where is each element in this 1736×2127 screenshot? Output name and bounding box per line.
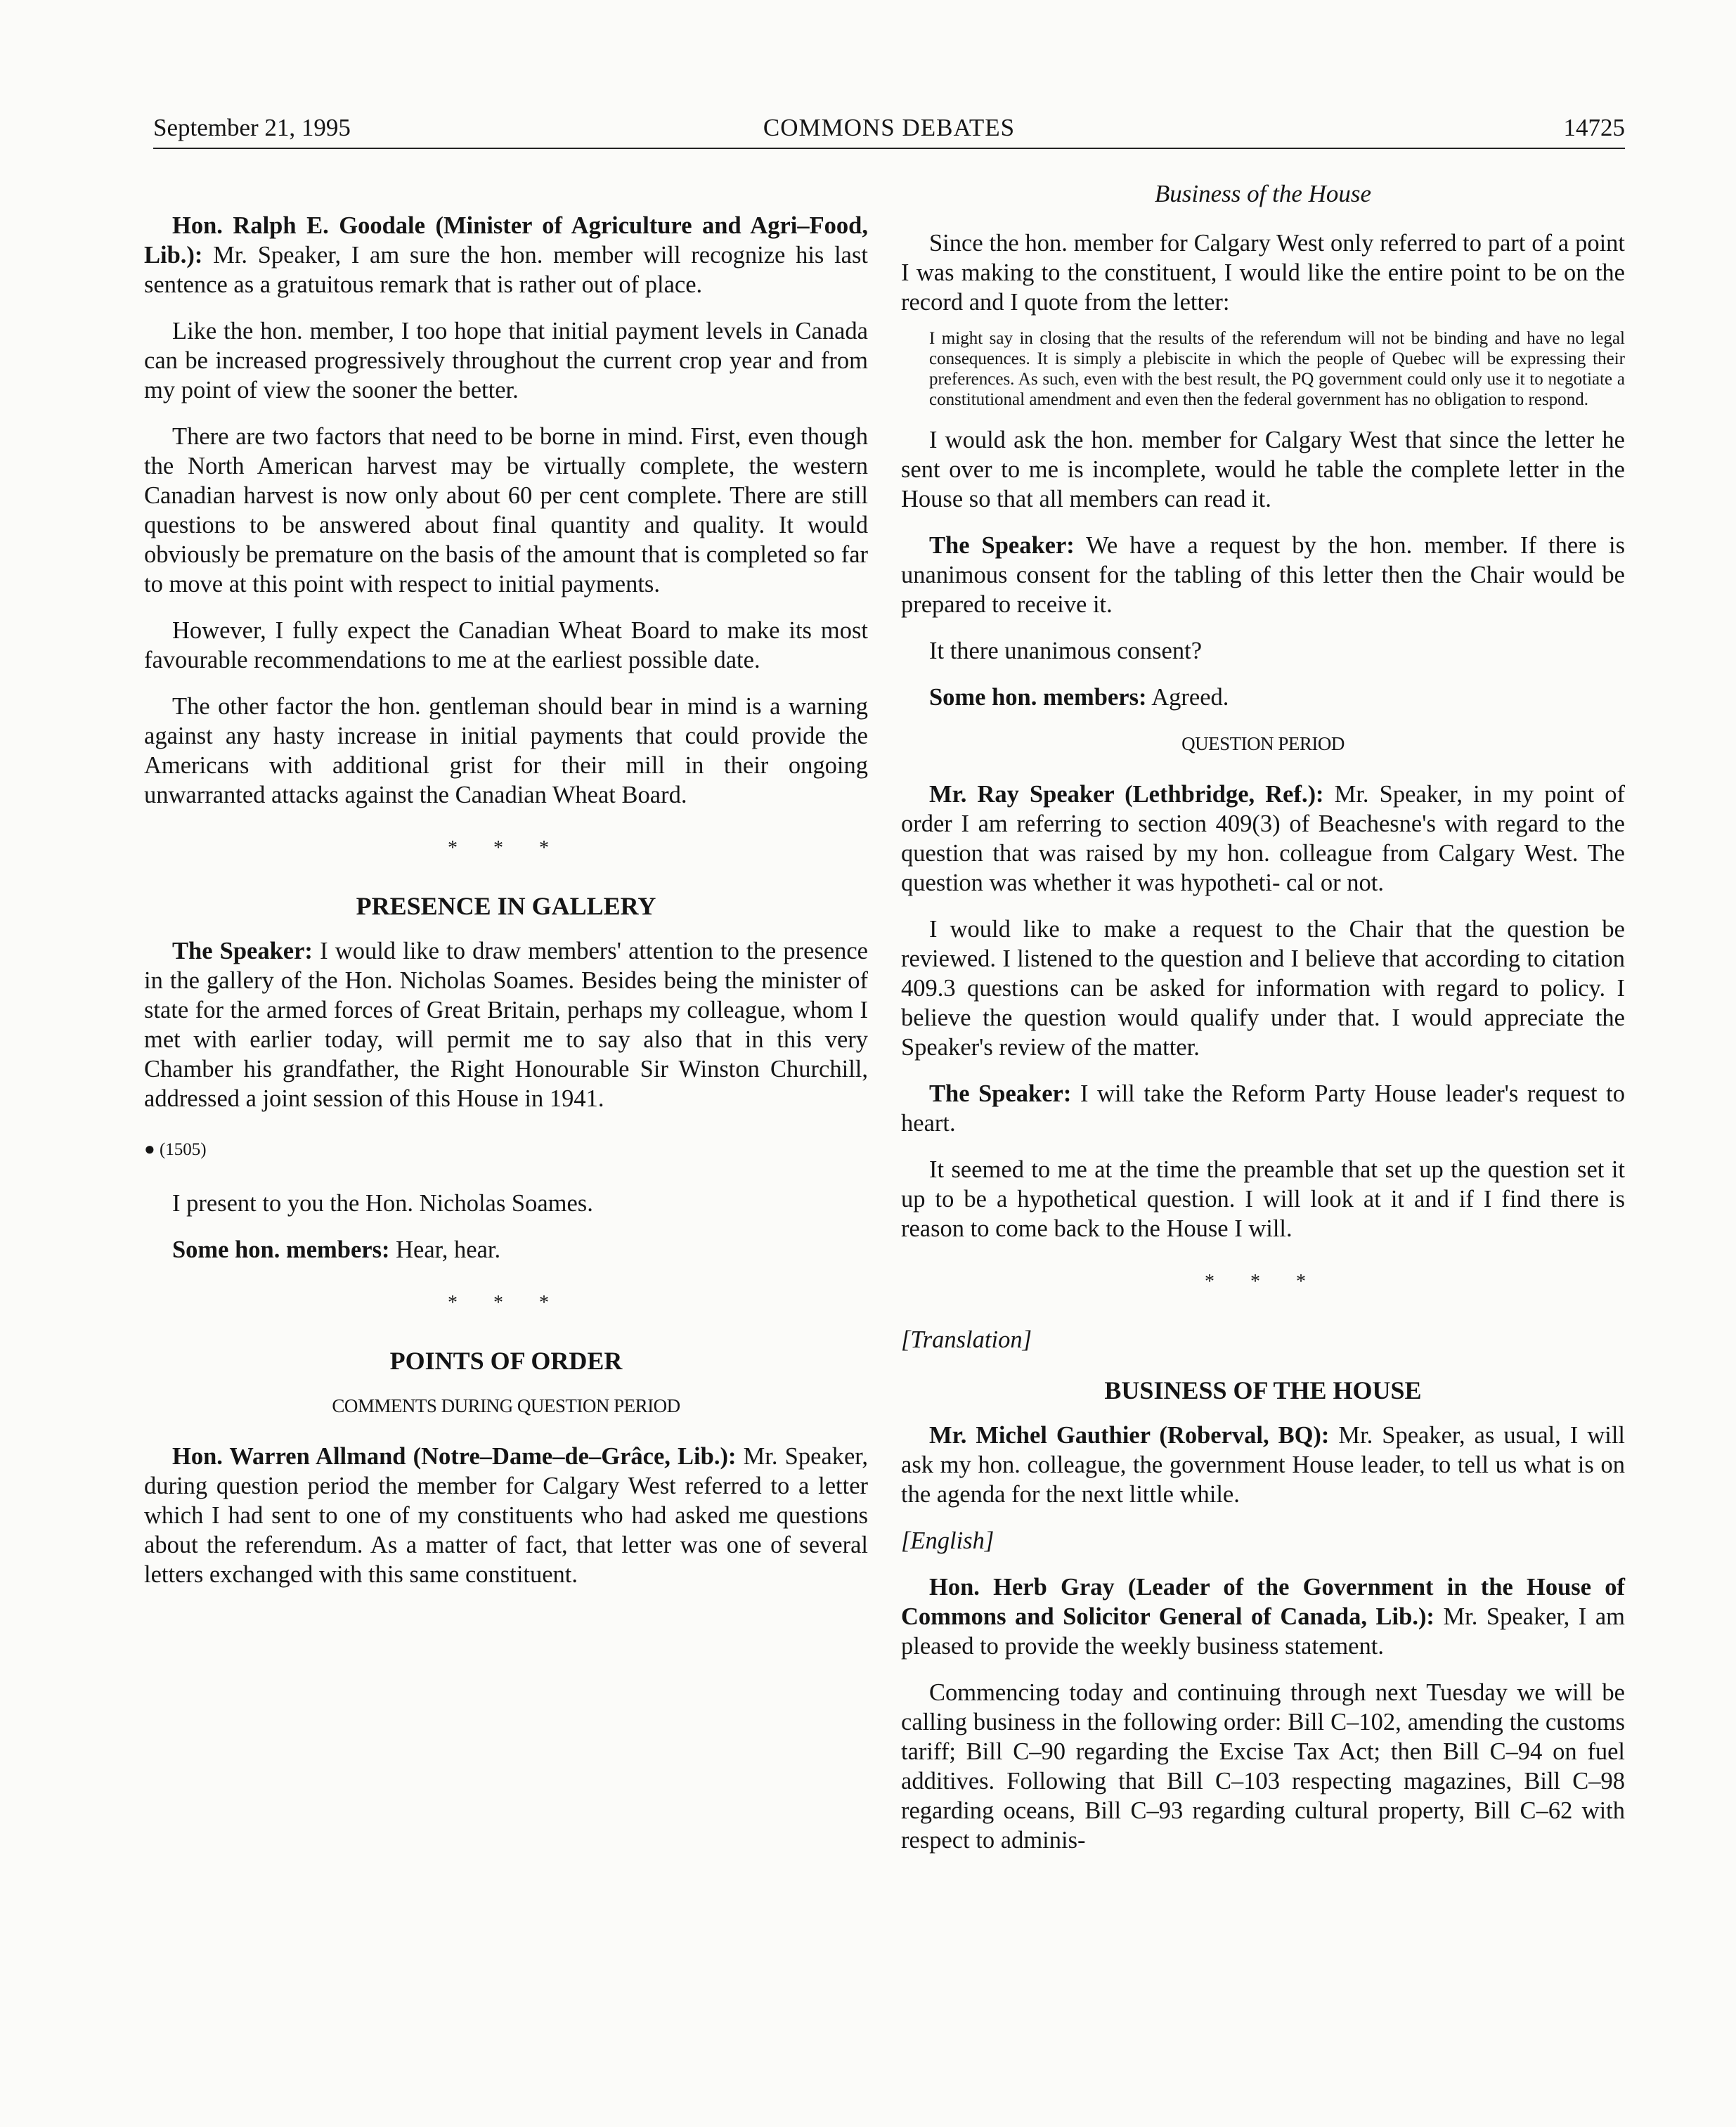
speaker-name: The Speaker:	[172, 938, 313, 964]
paragraph	[901, 531, 1625, 619]
section-heading: POINTS OF ORDER	[389, 1347, 623, 1375]
paragraph: Since the hon. member for Calgary West only referred to part of a point I was making to the constituent, I would like the entire point to be on the record and I quote from the letter:	[901, 230, 1625, 316]
page-header	[153, 105, 1625, 149]
speech-text: Mr. Speaker, in my point of order I am referring to section 409(3) of Beachesne's with regard to the question that was raised by my hon. colleague from Calgary West. The question was whether it was hypotheti- cal or not.	[901, 781, 1625, 896]
paragraph	[901, 1421, 1625, 1509]
subsection-heading: QUESTION PERIOD	[1181, 733, 1345, 754]
paragraph: However, I fully expect the Canadian Wheat Board to make its most favourable recommendations to me at the earliest possible date.	[144, 617, 868, 673]
language-tag: [Translation]	[901, 1326, 1032, 1353]
paragraph	[901, 1572, 1625, 1661]
section-separator: * * *	[448, 1292, 564, 1314]
header-date: September 21, 1995	[153, 114, 351, 141]
header-title: COMMONS DEBATES	[763, 114, 1016, 141]
speech-text: I will take the Reform Party House leader's request to heart.	[901, 1080, 1626, 1137]
speaker-name: Some hon. members:	[929, 684, 1147, 711]
speaker-name: Hon. Warren Allmand (Notre–Dame–de–Grâce, Lib.):	[172, 1443, 737, 1470]
language-tag: [English]	[901, 1527, 995, 1554]
left-column	[144, 165, 868, 1606]
paragraph	[901, 780, 1625, 898]
speech-text: Mr. Speaker, as usual, I will ask my hon. colleague, the government House leader, to tell us what is on the agenda for the next little while.	[901, 1422, 1626, 1508]
paragraph	[144, 1442, 868, 1589]
paragraph: Commencing today and continuing through next Tuesday we will be calling business in the following order: Bill C–102, amending the customs tariff; Bill C–90 regarding the Excise Tax Act; then Bill C–94 on fuel additives. Following that Bill C–103 respecting magazines, Bill C–98 regarding oceans, Bill C–93 regarding cultural property, Bill C–62 with respect to adminis-	[901, 1679, 1625, 1854]
timestamp	[144, 1134, 868, 1165]
block-quote: I might say in closing that the results of the referendum will not be binding and have no legal consequences. It is simply a plebiscite in which the people of Quebec will be expressing their preferences. As such, even with the best result, the PQ government could only use it to negotiate a constitutional amendment and even then the federal government has no obligation to respond.	[929, 329, 1625, 409]
speech-text: Mr. Speaker, I am sure the hon. member will recognize his last sentence as a gratuitous remark that is rather out of place.	[144, 242, 868, 298]
paragraph	[144, 1235, 868, 1265]
paragraph: I present to you the Hon. Nicholas Soames.	[172, 1190, 593, 1217]
speaker-name: Some hon. members:	[172, 1236, 390, 1263]
speech-text: Mr. Speaker, during question period the member for Calgary West referred to a letter which I had sent to one of my constituents who had asked me questions about the referendum. As a matter of fact, that letter was one of several letters exchanged with this same constituent.	[144, 1443, 868, 1588]
speech-text: Agreed.	[1146, 684, 1229, 711]
paragraph: It there unanimous consent?	[929, 638, 1203, 664]
speech-text: Mr. Speaker, I am pleased to provide the weekly business statement.	[901, 1603, 1625, 1660]
section-separator: * * *	[448, 837, 564, 859]
paragraph	[144, 211, 868, 299]
header-page-number: 14725	[1563, 114, 1625, 141]
paragraph: It seemed to me at the time the preamble that set up the question set it up to be a hypothetical question. I will look at it and if I find there is reason to come back to the House I will.	[901, 1156, 1625, 1242]
speech-text: We have a request by the hon. member. If there is unanimous consent for the tabling of this letter then the Chair would be prepared to receive it.	[901, 532, 1625, 618]
subsection-heading: COMMENTS DURING QUESTION PERIOD	[332, 1395, 680, 1416]
paragraph: I would like to make a request to the Chair that the question be reviewed. I listened to the question and I believe that according to citation 409.3 questions can be asked for information with regard to policy. I believe the question would qualify under that. I would appreciate the Speaker's review of the matter.	[901, 916, 1625, 1061]
paragraph: Like the hon. member, I too hope that initial payment levels in Canada can be increased progressively throughout the current crop year and from my point of view the sooner the better.	[144, 318, 868, 403]
section-heading: BUSINESS OF THE HOUSE	[1104, 1376, 1422, 1404]
timestamp-text: (1505)	[159, 1140, 207, 1159]
speech-text: Hear, hear.	[389, 1236, 501, 1263]
speaker-name: The Speaker:	[929, 532, 1075, 559]
paragraph: There are two factors that need to be borne in mind. First, even though the North American harvest may be virtually complete, the western Canadian harvest is now only about 60 per cent complete. There are still questions to be answered about final quantity and quality. It would obviously be premature on the basis of the amount that is completed so far to move at this point with respect to initial payments.	[144, 423, 868, 597]
running-head: Business of the House	[1154, 180, 1372, 207]
right-column	[901, 165, 1625, 1872]
speaker-name: Hon. Ralph E. Goodale (Minister of Agriculture and Agri–Food, Lib.):	[144, 212, 868, 269]
paragraph: The other factor the hon. gentleman should bear in mind is a warning against any hasty increase in initial payments that could provide the Americans with additional grist for their mill in their ongoing unwarranted attacks against the Canadian Wheat Board.	[144, 693, 868, 808]
speaker-name: Hon. Herb Gray (Leader of the Government in the House of Commons and Solicitor General of Canada, Lib.):	[901, 1574, 1625, 1630]
paragraph	[144, 936, 868, 1113]
section-heading: PRESENCE IN GALLERY	[356, 892, 656, 920]
bullet-icon: ●	[144, 1139, 155, 1159]
section-separator: * * *	[1205, 1271, 1321, 1293]
paragraph: I would ask the hon. member for Calgary West that since the letter he sent over to me is incomplete, would he table the complete letter in the House so that all members can read it.	[901, 427, 1625, 512]
speaker-name: Mr. Michel Gauthier (Roberval, BQ):	[929, 1422, 1330, 1449]
speech-text: I would like to draw members' attention to the presence in the gallery of the Hon. Nicholas Soames. Besides being the minister of state for the armed forces of Great Britain, perhaps my colleague, whom I met with earlier today, will permit me to say also that in this very Chamber his grandfather, the Right Honourable Sir Winston Churchill, addressed a joint session of this House in 1941.	[144, 938, 869, 1112]
speaker-name: Mr. Ray Speaker (Lethbridge, Ref.):	[929, 781, 1324, 808]
paragraph	[901, 1079, 1625, 1138]
paragraph	[901, 683, 1625, 712]
speaker-name: The Speaker:	[929, 1080, 1072, 1107]
